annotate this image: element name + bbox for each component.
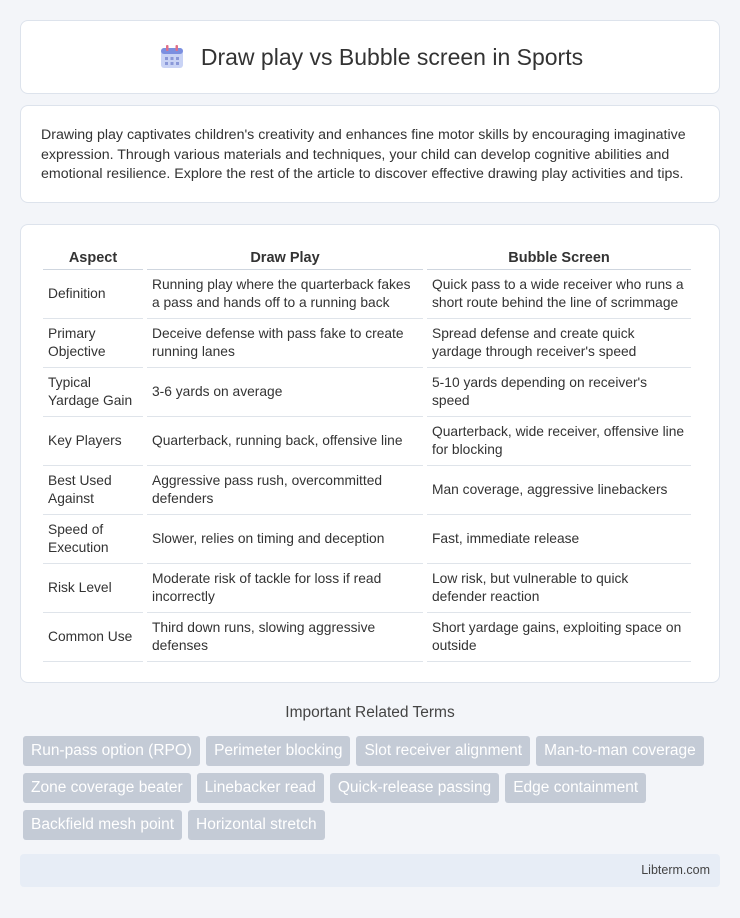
table-header-row [43,243,691,270]
aspect-cell: Key Players [43,417,143,466]
header-bubble-screen: Bubble Screen [427,243,691,270]
draw-play-cell: 3-6 yards on average [147,368,423,417]
aspect-cell: Risk Level [43,564,143,613]
draw-play-cell: Aggressive pass rush, overcommitted defenders [147,466,423,515]
related-term-tag[interactable]: Run-pass option (RPO) [23,736,200,766]
draw-play-cell: Moderate risk of tackle for loss if read incorrectly [147,564,423,613]
related-term-tag[interactable]: Horizontal stretch [188,810,325,840]
draw-play-cell: Quarterback, running back, offensive line [147,417,423,466]
intro-text: Drawing play captivates children's creativity and enhances fine motor skills by encouraging imaginative expression. Through various materials and techniques, your child can develop cognitive abilities and emotional resilience. Explore the rest of the article to discover effective drawing play activities and tips. [41,127,686,182]
related-term-tag[interactable]: Backfield mesh point [23,810,182,840]
related-term-tag[interactable]: Man-to-man coverage [536,736,704,766]
related-term-tag[interactable]: Perimeter blocking [206,736,350,766]
bubble-screen-cell: Short yardage gains, exploiting space on outside [427,613,691,662]
related-term-tag[interactable]: Zone coverage beater [23,773,191,803]
comparison-card [20,224,720,683]
header-card [20,20,720,94]
draw-play-cell: Third down runs, slowing aggressive defenses [147,613,423,662]
related-term-tag[interactable]: Linebacker read [197,773,324,803]
footer-site-link[interactable]: Libterm.com [641,863,710,877]
bubble-screen-cell: Low risk, but vulnerable to quick defender reaction [427,564,691,613]
draw-play-cell: Slower, relies on timing and deception [147,515,423,564]
bubble-screen-cell: Quick pass to a wide receiver who runs a short route behind the line of scrimmage [427,270,691,319]
calendar-icon [157,42,187,72]
related-term-tag[interactable]: Edge containment [505,773,646,803]
footer [20,854,720,887]
table-row [43,368,691,417]
page-title: Draw play vs Bubble screen in Sports [200,43,584,70]
header-aspect: Aspect [43,243,143,270]
header-draw-play: Draw Play [147,243,423,270]
aspect-cell: Best Used Against [43,466,143,515]
bubble-screen-cell: 5-10 yards depending on receiver's speed [427,368,691,417]
table-row [43,319,691,368]
table-row [43,466,691,515]
bubble-screen-cell: Fast, immediate release [427,515,691,564]
table-row [43,613,691,662]
comparison-table [39,243,695,662]
aspect-cell: Primary Objective [43,319,143,368]
intro-card [20,105,720,203]
aspect-cell: Definition [43,270,143,319]
aspect-cell: Typical Yardage Gain [43,368,143,417]
related-terms-tags [23,736,723,840]
aspect-cell: Speed of Execution [43,515,143,564]
table-row [43,564,691,613]
aspect-cell: Common Use [43,613,143,662]
bubble-screen-cell: Spread defense and create quick yardage through receiver's speed [427,319,691,368]
related-term-tag[interactable]: Quick-release passing [330,773,499,803]
table-row [43,270,691,319]
table-row [43,515,691,564]
draw-play-cell: Running play where the quarterback fakes a pass and hands off to a running back [147,270,423,319]
bubble-screen-cell: Man coverage, aggressive linebackers [427,466,691,515]
bubble-screen-cell: Quarterback, wide receiver, offensive line for blocking [427,417,691,466]
table-row [43,417,691,466]
related-term-tag[interactable]: Slot receiver alignment [356,736,530,766]
related-terms-title: Important Related Terms [285,704,455,721]
draw-play-cell: Deceive defense with pass fake to create running lanes [147,319,423,368]
